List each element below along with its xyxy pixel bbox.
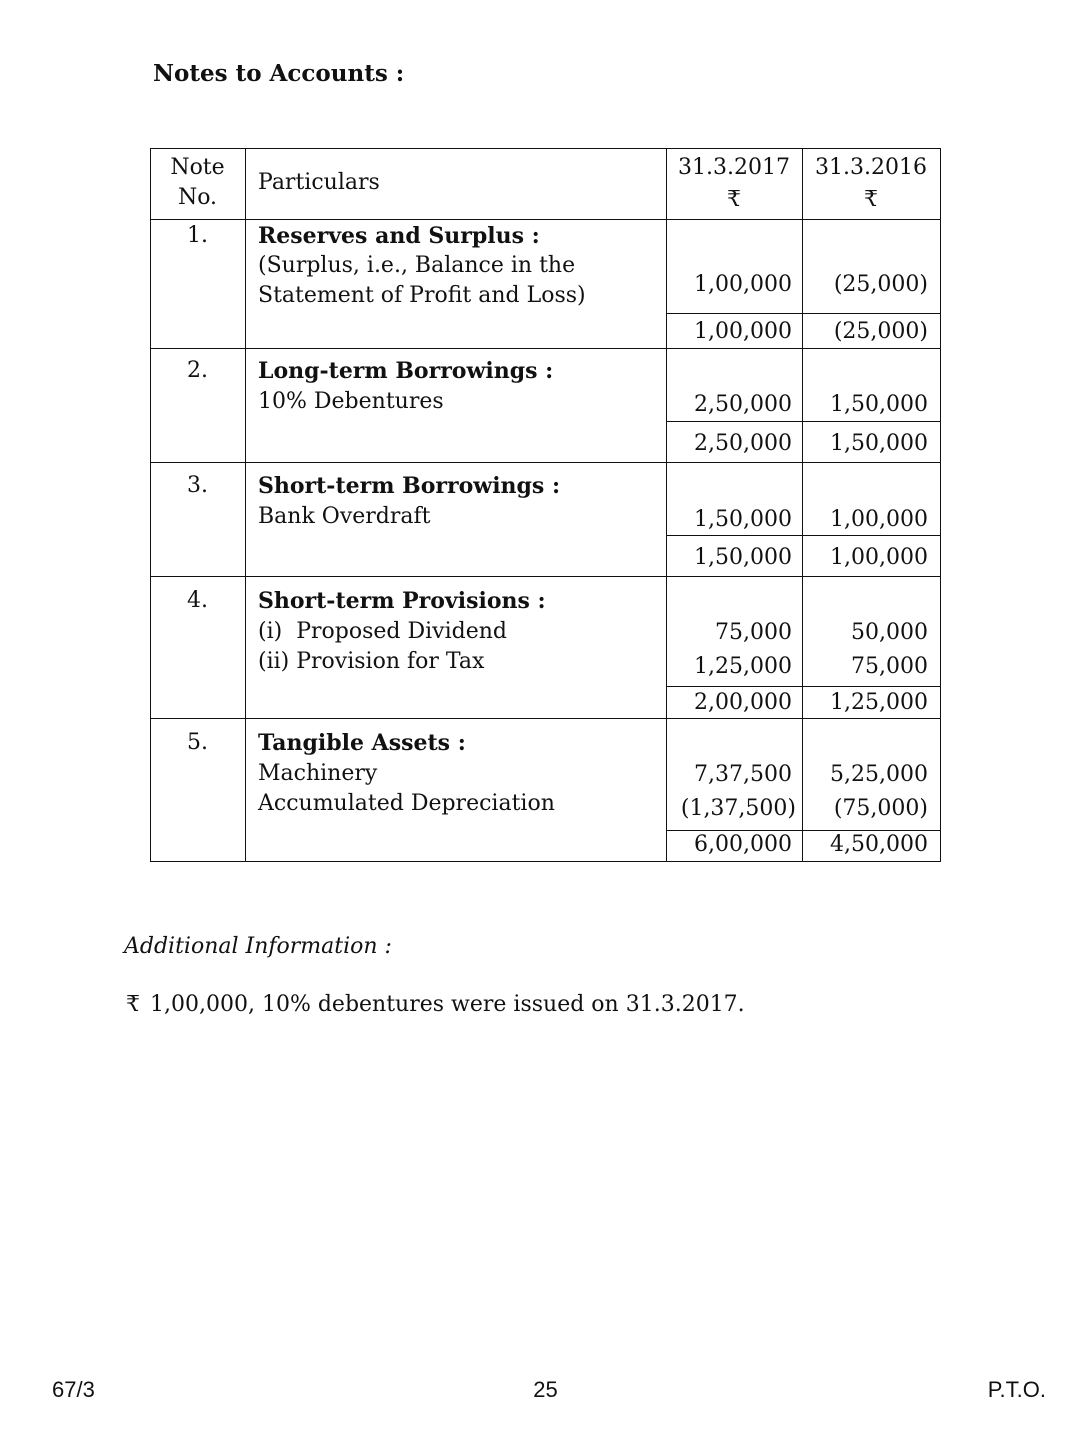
note-number: 2. — [187, 358, 208, 383]
note-line: Machinery — [258, 761, 378, 786]
note-title: Reserves and Surplus : — [258, 223, 540, 249]
amount-2016: (75,000) — [833, 796, 928, 821]
row-divider — [150, 348, 941, 349]
note-number: 5. — [187, 730, 208, 755]
amount-2017: 1,00,000 — [694, 272, 792, 297]
total-2016: 4,50,000 — [830, 832, 928, 857]
header-currency: ₹ — [727, 187, 741, 212]
table-border-top — [150, 148, 941, 149]
rupee-symbol: ₹ — [126, 992, 140, 1017]
note-title: Tangible Assets : — [258, 730, 466, 756]
header-note-label: Note — [170, 155, 225, 180]
additional-info-sentence: 1,00,000, 10% debentures were issued on 31.3.2017. — [150, 992, 745, 1017]
amount-2016: 50,000 — [851, 620, 928, 645]
amount-2017: 1,25,000 — [694, 654, 792, 679]
row-divider — [150, 462, 941, 463]
row-divider — [150, 718, 941, 719]
amount-2016: 1,50,000 — [830, 392, 928, 417]
header-currency: ₹ — [864, 187, 878, 212]
header-divider — [150, 219, 941, 220]
amount-2017: 1,50,000 — [694, 507, 792, 532]
amount-2016: 75,000 — [851, 654, 928, 679]
amount-2016: (25,000) — [833, 272, 928, 297]
note-line: 10% Debentures — [258, 389, 444, 414]
note-line: (Surplus, i.e., Balance in the — [258, 253, 576, 278]
note-title: Short-term Provisions : — [258, 588, 546, 614]
amount-2017: 2,50,000 — [694, 392, 792, 417]
total-2017: 1,50,000 — [694, 545, 792, 570]
total-2016: 1,50,000 — [830, 431, 928, 456]
total-2017: 1,00,000 — [694, 319, 792, 344]
amount-2016: 1,00,000 — [830, 507, 928, 532]
additional-info-text — [126, 992, 745, 1017]
notes-table — [150, 148, 941, 862]
footer-pto: P.T.O. — [987, 1377, 1046, 1402]
note-number: 4. — [187, 588, 208, 613]
additional-info-heading: Additional Information : — [124, 934, 392, 959]
amount-2016: 5,25,000 — [830, 762, 928, 787]
note-line: Statement of Profit and Loss) — [258, 283, 586, 308]
header-note-label: No. — [177, 185, 218, 210]
total-2017: 2,00,000 — [694, 690, 792, 715]
total-2016: 1,00,000 — [830, 545, 928, 570]
total-rule — [666, 535, 940, 536]
amount-2017: 7,37,500 — [694, 762, 792, 787]
page-number: 25 — [533, 1377, 558, 1402]
row-divider — [150, 576, 941, 577]
total-2016: (25,000) — [833, 319, 928, 344]
note-title: Short-term Borrowings : — [258, 473, 561, 499]
header-year-2016: 31.3.2016 — [815, 155, 927, 180]
note-line: (ii) Provision for Tax — [258, 649, 485, 674]
table-border-bottom — [150, 861, 941, 862]
total-2017: 6,00,000 — [694, 832, 792, 857]
footer-code: 67/3 — [52, 1377, 95, 1402]
table-border-right — [940, 148, 941, 862]
note-line: (i) Proposed Dividend — [258, 619, 507, 644]
note-line: Accumulated Depreciation — [258, 791, 555, 816]
amount-2017: 75,000 — [715, 620, 792, 645]
total-rule — [666, 421, 940, 422]
note-number: 3. — [187, 473, 208, 498]
note-number: 1. — [187, 223, 208, 248]
amount-2017: (1,37,500) — [680, 796, 796, 821]
header-year-2017: 31.3.2017 — [678, 155, 790, 180]
total-2017: 2,50,000 — [694, 431, 792, 456]
note-line: Bank Overdraft — [258, 504, 431, 529]
page-heading: Notes to Accounts : — [153, 60, 405, 87]
total-rule — [666, 313, 940, 314]
column-divider — [245, 148, 246, 862]
header-particulars: Particulars — [258, 170, 380, 195]
total-2016: 1,25,000 — [830, 690, 928, 715]
note-title: Long-term Borrowings : — [258, 358, 554, 384]
total-rule — [666, 686, 940, 687]
